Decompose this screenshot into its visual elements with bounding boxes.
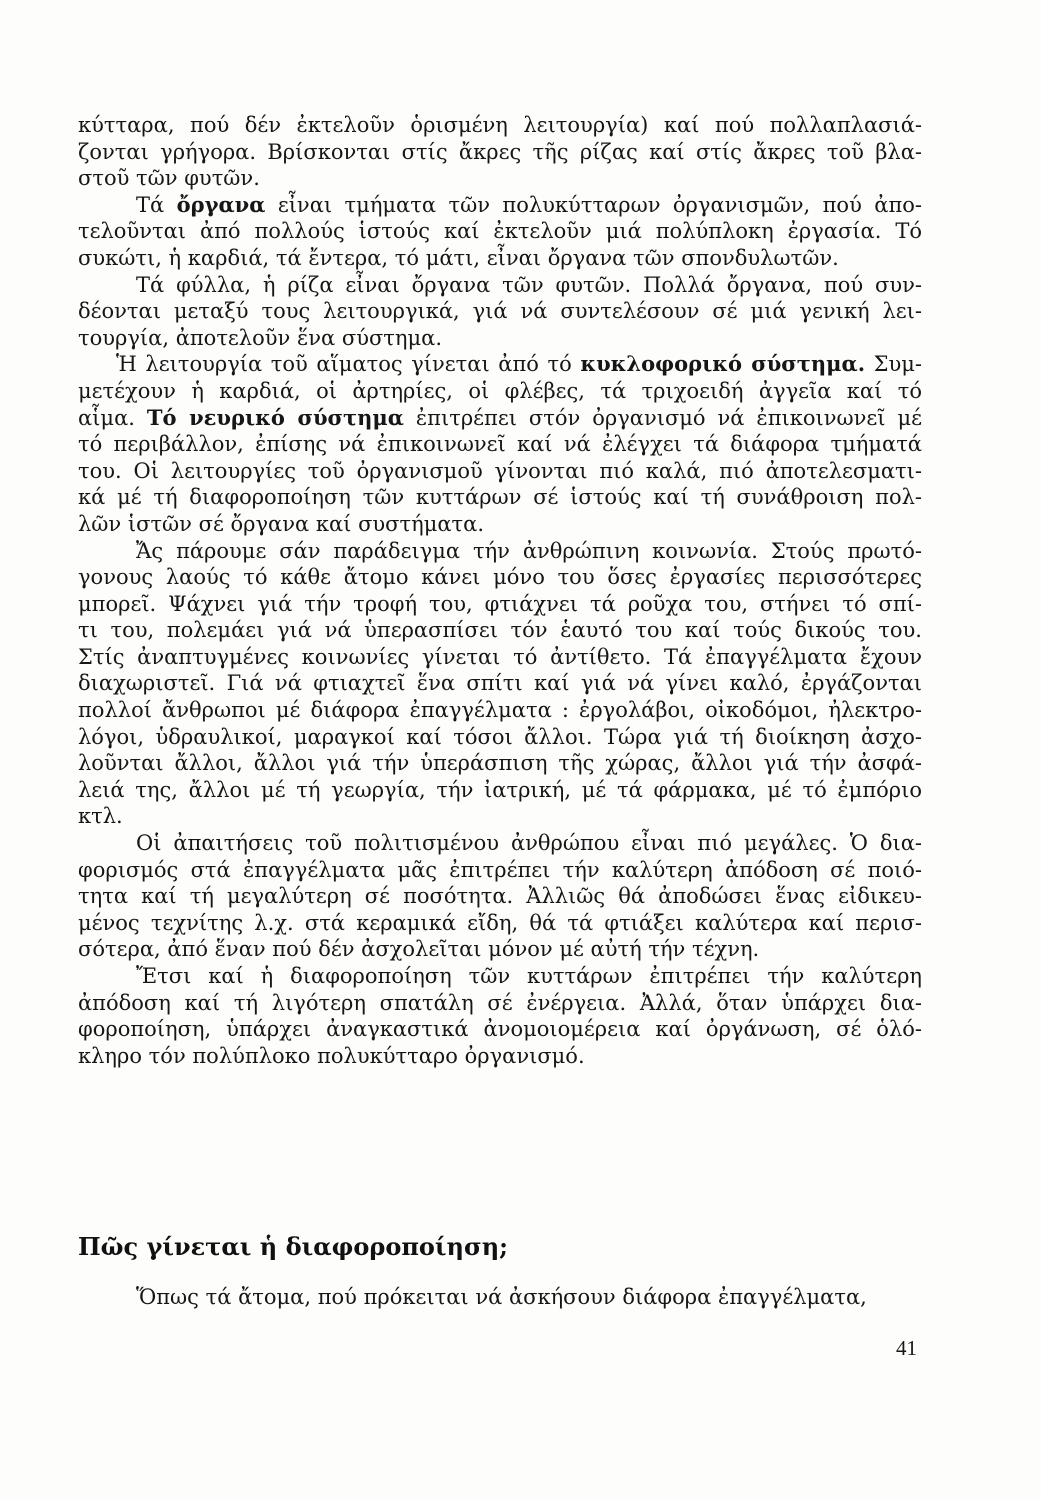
text-line: φοροποίηση, ὑπάρχει ἀναγκαστικά ἀνομοιομέρεια καί ὀργάνωση, σέ ὁλό- [78,1017,922,1042]
text-line: ζονται γρήγορα. Βρίσκονται στίς ἄκρες τῆς ρίζας καί στίς ἄκρες τοῦ βλα- [78,139,922,164]
paragraph-organs-line: Τά ὄργανα εἶναι τμήματα τῶν πολυκύτταρων ὀργανισμῶν, πού ἀπο- [136,191,922,217]
text-line: μπορεῖ. Ψάχνει γιά τήν τροφή του, φτιάχνει τά ροῦχα του, στήνει τό σπί- [78,591,922,616]
paragraph-nervous-line: αἷμα. Τό νευρικό σύστημα ἐπιτρέπει στόν ὀργανισμό νά ἐπικοινωνεῖ μέ [78,404,922,430]
text-line: μένος τεχνίτης λ.χ. στά κεραμικά εἴδη, θά τά φτιάξει καλύτερα καί περισ- [78,910,922,935]
text-line: Ἔτσι καί ἡ διαφοροποίηση τῶν κυττάρων ἐπιτρέπει τήν καλύτερη [136,964,922,988]
term-nervous-system: Τό νευρικό σύστημα [146,404,404,430]
text-line: Ἄς πάρουμε σάν παράδειγμα τήν ἀνθρώπινη κοινωνία. Στούς πρωτό- [136,538,922,563]
text-line: ἀπόδοση καί τή λιγότερη σπατάλη σέ ἐνέργεια. Ἀλλά, ὅταν ὑπάρχει δια- [78,990,922,1015]
text-line: τελοῦνται ἀπό πολλούς ἱστούς καί ἐκτελοῦν μιά πολύπλοκη ἐργασία. Τό [78,219,922,244]
text-line: Οἱ ἀπαιτήσεις τοῦ πολιτισμένου ἀνθρώπου εἶναι πιό μεγάλες. Ὁ δια- [136,831,922,856]
term-organs: ὄργανα [176,191,266,217]
text-line: λειά της, ἄλλοι μέ τή γεωργία, τήν ἰατρική, μέ τά φάρμακα, μέ τό ἐμπόριο [78,777,922,802]
text-line: φορισμός στά ἐπαγγέλματα μᾶς ἐπιτρέπει τήν καλύτερη ἀπόδοση σέ ποιό- [78,857,922,882]
text-line: του. Οἱ λειτουργίες τοῦ ὀργανισμοῦ γίνονται πιό καλά, πιό ἀποτελεσματι- [78,458,922,483]
text-line: λοῦνται ἄλλοι, ἄλλοι γιά τήν ὑπεράσπιση τῆς χώρας, ἄλλοι γιά τήν ἀσφά- [78,751,922,776]
body-text-continued [78,1284,922,1311]
text-line: πολλοί ἄνθρωποι μέ διάφορα ἐπαγγέλματα : ἐργολάβοι, οἰκοδόμοι, ἠλεκτρο- [78,698,922,723]
text-line: κληρο τόν πολύπλοκο πολυκύτταρο ὀργανισμό. [78,1043,585,1068]
text-line: σότερα, ἀπό ἕναν πού δέν ἀσχολεῖται μόνον μέ αὐτή τήν τέχνη. [78,937,760,962]
text-line: Ὅπως τά ἄτομα, πού πρόκειται νά ἀσκήσουν διάφορα ἐπαγγέλματα, [136,1285,867,1309]
page-number: 41 [896,1336,917,1360]
text-line: τουργία, ἀποτελοῦν ἕνα σύστημα. [78,325,443,350]
section-heading: Πῶς γίνεται ἡ διαφοροποίηση; [78,1232,508,1261]
text-line: γονους λαούς τό κάθε ἄτομο κάνει μόνο του ὅσες ἐργασίες περισσότερες [78,565,922,590]
text-line: Τά φύλλα, ἡ ρίζα εἶναι ὄργανα τῶν φυτῶν. Πολλά ὄργανα, πού συν- [136,272,922,297]
body-text [78,112,922,1069]
term-circulatory-system: κυκλοφορικό σύστημα. [580,351,866,377]
paragraph-circulatory-line: Ἡ λειτουργία τοῦ αἵματος γίνεται ἀπό τό κυκλοφορικό σύστημα. Συμ- [116,351,922,377]
text-line: τι του, πολεμάει γιά νά ὑπερασπίσει τόν ἑαυτό του καί τούς δικούς του. [78,618,922,643]
text-line: διαχωριστεῖ. Γιά νά φτιαχτεῖ ἕνα σπίτι καί γιά νά γίνει καλό, ἐργάζονται [78,671,922,696]
text-line: λόγοι, ὑδραυλικοί, μαραγκοί καί τόσοι ἄλλοι. Τώρα γιά τή διοίκηση ἀσχο- [78,724,922,749]
text-line: Στίς ἀναπτυγμένες κοινωνίες γίνεται τό ἀντίθετο. Τά ἐπαγγέλματα ἔχουν [78,644,922,669]
text-line: κτλ. [78,804,123,829]
text-line: δέονται μεταξύ τους λειτουργικά, γιά νά συντελέσουν σέ μιά γενική λει- [78,299,922,324]
text-line: συκώτι, ἡ καρδιά, τά ἔντερα, τό μάτι, εἶναι ὄργανα τῶν σπονδυλωτῶν. [78,245,839,270]
text-line: κύτταρα, πού δέν ἐκτελοῦν ὁρισμένη λειτουργία) καί πού πολλαπλασιά- [78,113,922,137]
text-line: στοῦ τῶν φυτῶν. [78,166,260,191]
text-line: κά μέ τή διαφοροποίηση τῶν κυττάρων σέ ἱστούς καί τή συνάθροιση πολ- [78,485,922,510]
text-line: τό περιβάλλον, ἐπίσης νά ἐπικοινωνεῖ καί νά ἐλέγχει τά διάφορα τμήματά [78,432,922,457]
text-line: μετέχουν ἡ καρδιά, οἱ ἀρτηρίες, οἱ φλέβες, τά τριχοειδή ἀγγεῖα καί τό [78,378,922,403]
text-line: λῶν ἱστῶν σέ ὄργανα καί συστήματα. [78,511,485,536]
text-line: τητα καί τή μεγαλύτερη σέ ποσότητα. Ἀλλιῶς θά ἀποδώσει ἕνας εἰδικευ- [78,884,922,909]
